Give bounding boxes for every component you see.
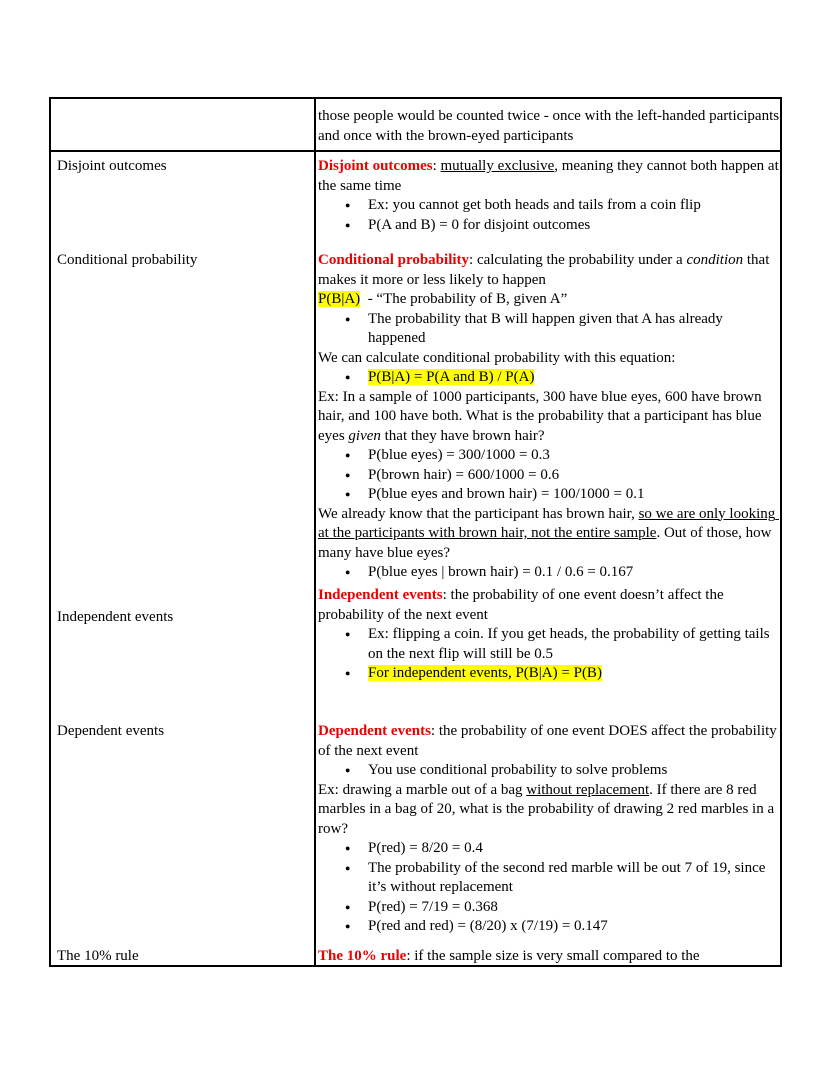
paragraph — [318, 349, 780, 369]
section-independent-events — [318, 586, 780, 684]
text-run: P(red) = 7/19 = 0.368 — [368, 898, 498, 915]
text-run: . Out of those, how many have blue eyes? — [318, 525, 776, 561]
bullet-item — [318, 310, 780, 349]
text-run: Disjoint outcomes — [318, 158, 433, 174]
bullet-item — [318, 859, 780, 898]
bullet-item — [318, 898, 780, 918]
bullet-item — [318, 625, 780, 664]
bullet-icon: ● — [345, 450, 351, 460]
term-label-dependent-events: Dependent events — [57, 723, 165, 739]
bullet-icon: ● — [345, 843, 351, 853]
bullet-item — [318, 664, 780, 684]
text-run: without replacement — [526, 781, 650, 798]
text-run: P(blue eyes) = 300/1000 = 0.3 — [368, 447, 550, 463]
text-run: P(B|A) — [318, 291, 361, 307]
text-run: : the probability of one event doesn’t affect the probability of the next event — [318, 587, 728, 623]
term-label-ten-percent-rule: The 10% rule — [57, 948, 139, 964]
text-run: given — [348, 427, 381, 444]
text-run: P(red) = 8/20 = 0.4 — [368, 840, 483, 856]
bullet-icon: ● — [345, 901, 351, 912]
text-run: those people would be counted twice - once with the left-handed participants and once with the brown-eyed participants — [318, 108, 783, 144]
text-run: Ex: you cannot get both heads and tails from a coin flip — [368, 197, 701, 213]
bullet-icon: ● — [345, 372, 351, 382]
section-continuation-row — [318, 107, 783, 146]
paragraph — [318, 290, 780, 310]
paragraph — [318, 722, 780, 761]
text-run: : the probability of one event DOES affect the probability of the next event — [318, 723, 781, 759]
text-run: P(A and B) = 0 for disjoint outcomes — [368, 216, 591, 233]
definitions-column — [318, 99, 783, 965]
paragraph — [318, 586, 780, 625]
bullet-item — [318, 196, 780, 216]
bullet-item — [318, 563, 780, 583]
bullet-icon: ● — [345, 668, 351, 678]
term-column — [57, 99, 309, 965]
text-run: P(blue eyes | brown hair) = 0.1 / 0.6 = 0.167 — [368, 564, 634, 580]
text-run: . If there are 8 red marbles in a bag of 20, what is the probability of drawing 2 red marbles in a row? — [318, 781, 778, 837]
text-run: We can calculate conditional probability with this equation: — [318, 349, 676, 366]
text-run: The probability that B will happen given that A has already happened — [368, 310, 727, 346]
bullet-icon: ● — [345, 489, 351, 499]
paragraph — [318, 947, 780, 967]
bullet-item — [318, 485, 780, 505]
bullet-item — [318, 917, 780, 937]
text-run: P(B|A) = P(A and B) / P(A) — [368, 369, 535, 385]
paragraph — [318, 781, 780, 840]
text-run: We already know that the participant has brown hair, — [318, 505, 639, 522]
bullet-item — [318, 216, 780, 236]
bullet-icon: ● — [345, 567, 351, 577]
text-run: : calculating the probability under a — [469, 252, 687, 268]
bullet-icon: ● — [345, 921, 351, 931]
bullet-icon: ● — [345, 469, 351, 480]
text-run: For independent events, P(B|A) = P(B) — [368, 665, 602, 681]
bullet-item — [318, 368, 780, 388]
text-run: The 10% rule — [318, 948, 407, 964]
paragraph — [318, 251, 780, 290]
term-label-disjoint-outcomes: Disjoint outcomes — [57, 158, 167, 174]
text-run: P(blue eyes and brown hair) = 100/1000 = 0.1 — [368, 486, 645, 502]
bullet-icon: ● — [345, 313, 351, 324]
notes-table — [49, 97, 782, 967]
paragraph — [318, 388, 780, 447]
paragraph — [318, 157, 783, 196]
text-run: condition — [686, 252, 744, 268]
text-run: Ex: drawing a marble out of a bag — [318, 781, 527, 798]
section-conditional-probability — [318, 251, 780, 583]
text-run: Ex: In a sample of 1000 participants, 300 have blue eyes, 600 have brown hair, and 100 have both. What is the probability that a participant has blue eyes — [318, 388, 766, 444]
bullet-item — [318, 839, 780, 859]
text-run: You use conditional probability to solve problems — [368, 762, 668, 778]
bullet-icon: ● — [345, 765, 351, 775]
bullet-icon: ● — [345, 219, 351, 230]
bullet-item — [318, 761, 780, 781]
text-run: Dependent events — [318, 723, 431, 739]
text-run: so we are only looking at the participants with brown hair, not the entire sample — [318, 505, 779, 541]
text-run: that they have brown hair? — [380, 427, 545, 444]
bullet-item — [318, 446, 780, 466]
text-run: Independent events — [318, 587, 443, 603]
column-divider — [314, 99, 316, 965]
text-run: , meaning they cannot both happen at the same time — [318, 158, 783, 194]
text-run: P(red and red) = (8/20) x (7/19) = 0.147 — [368, 918, 608, 934]
section-ten-percent-rule — [318, 947, 780, 967]
text-run: : if the sample size is very small compared to the — [406, 948, 700, 964]
bullet-item — [318, 466, 780, 486]
text-run: P(brown hair) = 600/1000 = 0.6 — [368, 466, 560, 483]
paragraph — [318, 505, 780, 564]
section-disjoint-outcomes — [318, 157, 783, 235]
bullet-icon: ● — [345, 629, 351, 639]
text-run: : — [432, 158, 441, 174]
text-run: - “The probability of B, given A” — [360, 291, 568, 307]
term-label-independent-events: Independent events — [57, 609, 174, 625]
paragraph — [318, 107, 783, 146]
bullet-icon: ● — [345, 200, 351, 210]
text-run: The probability of the second red marble will be out 7 of 19, since it’s without replacement — [368, 859, 770, 895]
bullet-icon: ● — [345, 862, 351, 873]
section-dependent-events — [318, 722, 780, 937]
term-label-conditional-probability: Conditional probability — [57, 252, 198, 268]
text-run: Conditional probability — [318, 252, 470, 268]
text-run: that makes it more or less likely to happen — [318, 252, 774, 288]
text-run: Ex: flipping a coin. If you get heads, the probability of getting tails on the next flip will still be 0.5 — [368, 626, 774, 662]
text-run: mutually exclusive — [440, 158, 555, 174]
